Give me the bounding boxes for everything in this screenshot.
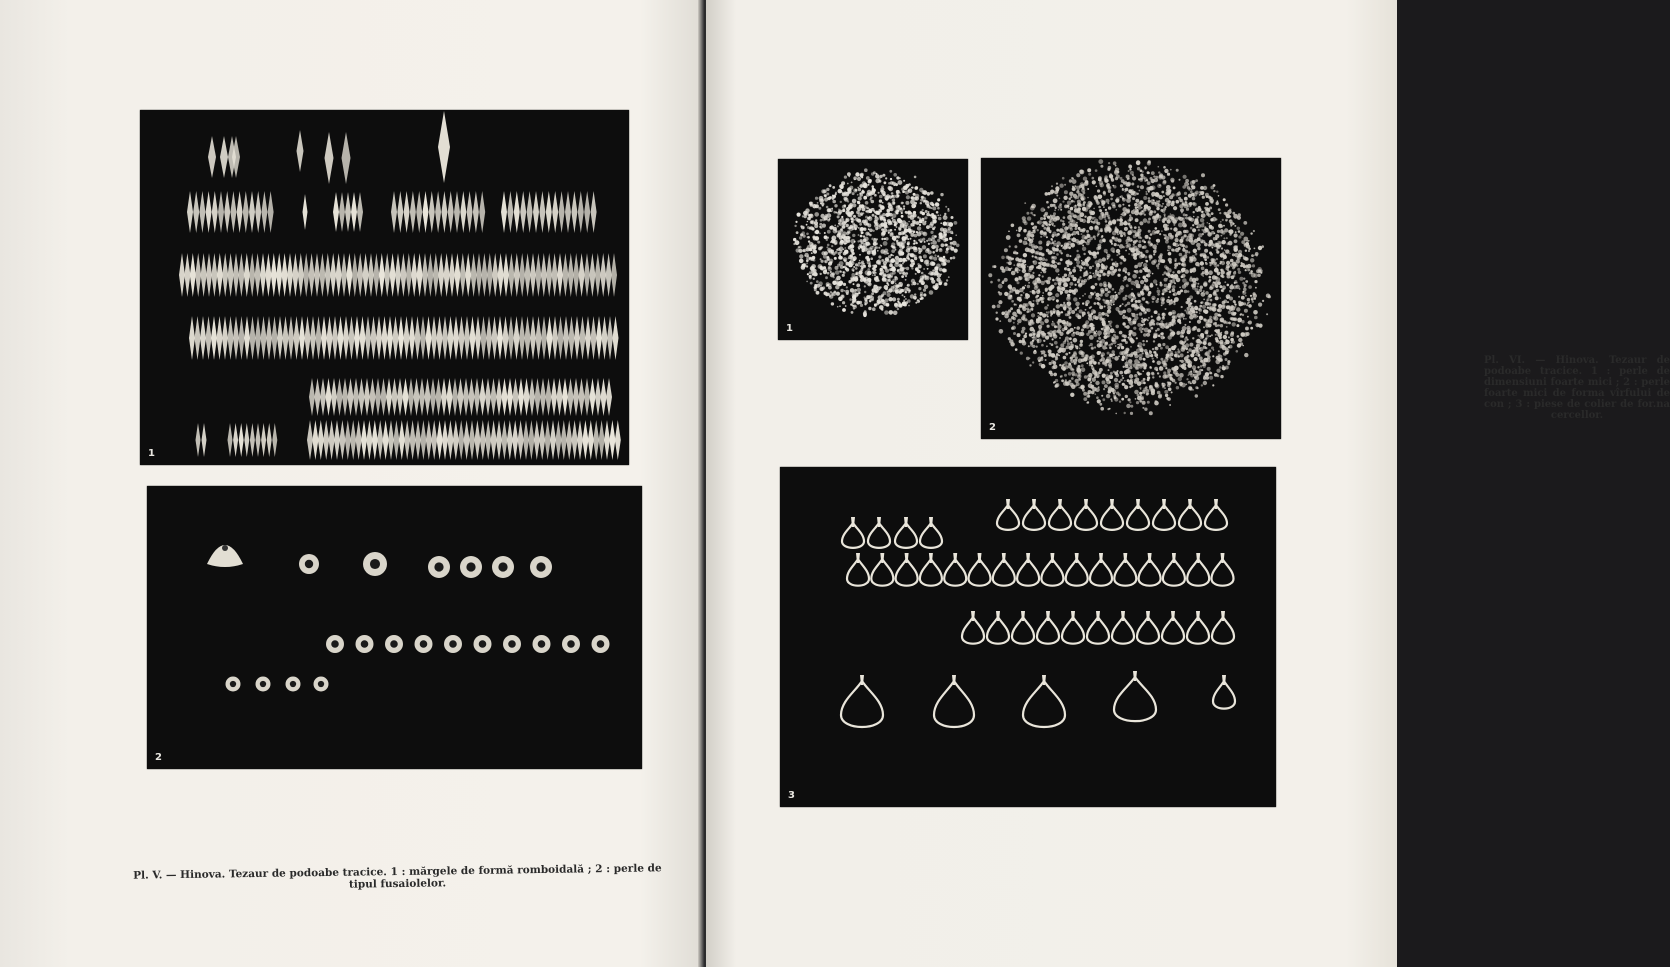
right-page xyxy=(706,0,1670,967)
spindle-whorl-beads-photo xyxy=(147,486,642,769)
bead-pile xyxy=(793,168,960,317)
bead-pile xyxy=(988,159,1271,415)
whorl-beads xyxy=(207,545,610,692)
figure-number: 2 xyxy=(989,422,996,433)
plate-v-caption xyxy=(130,862,665,893)
figure-number: 2 xyxy=(155,752,162,763)
earring-rows xyxy=(841,499,1235,727)
plate-vi-caption xyxy=(1484,355,1670,421)
left-page xyxy=(0,0,706,967)
figure-number: 1 xyxy=(148,448,155,459)
cone-tip-beads-photo xyxy=(981,158,1281,439)
figure-number: 1 xyxy=(786,323,793,334)
caption-text: Tezaur de podoabe tracice. 1 : perle de dimensiuni foarte mici ; 2 : perle foarte mici de forma vîrfului de con ; 3 : piese de colier de for.na cercellor. xyxy=(1484,355,1670,421)
tiny-beads-photo xyxy=(778,159,968,340)
figure-number: 3 xyxy=(788,790,795,801)
plate-v-figure-1 xyxy=(140,110,629,465)
bead-rows xyxy=(179,111,621,460)
plate-vi-figure-1 xyxy=(778,159,968,340)
plate-vi-figure-2 xyxy=(981,158,1281,439)
caption-lead: Pl. V. — Hinova. xyxy=(133,868,226,882)
plate-vi-figure-3 xyxy=(780,467,1276,807)
earring-pendants-photo xyxy=(780,467,1276,807)
plate-v-figure-2 xyxy=(147,486,642,769)
caption-text: Tezaur de podoabe tracice. 1 : mărgele de formă romboidală ; 2 : perle de tipul fusaiolelor. xyxy=(225,862,662,891)
rhomboid-beads-photo xyxy=(140,110,629,465)
caption-lead: Pl. VI. — Hinova. xyxy=(1484,355,1599,366)
